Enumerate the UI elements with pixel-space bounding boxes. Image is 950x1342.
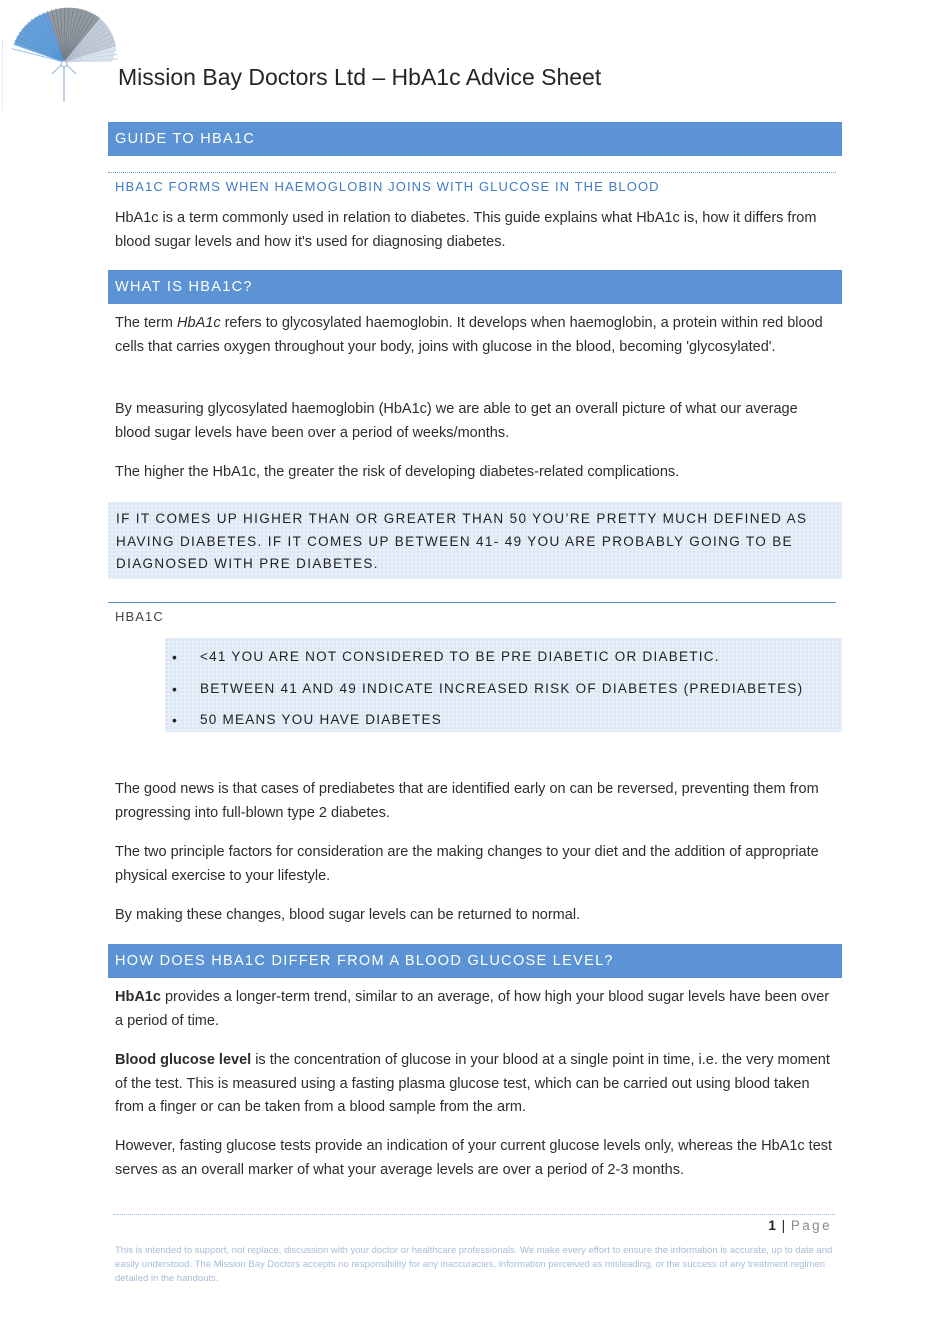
section-banner-differ: HOW DOES HBA1C DIFFER FROM A BLOOD GLUCOSE LEVEL? bbox=[108, 944, 842, 978]
differ-p1-term: HbA1c bbox=[115, 989, 161, 1005]
diagnosis-callout: IF IT COMES UP HIGHER THAN OR GREATER THAN 50 YOU’RE PRETTY MUCH DEFINED AS HAVING DIABETES. IF IT COMES UP BETWEEN 41- 49 YOU ARE PROBABLY GOING TO BE DIAGNOSED WITH PRE DIABETES. bbox=[108, 502, 842, 579]
differ-paragraph-1 bbox=[115, 986, 833, 1033]
page-number bbox=[768, 1218, 832, 1233]
section-rule bbox=[108, 602, 836, 603]
fan-logo-icon bbox=[4, 4, 124, 104]
bullet-icon: • bbox=[172, 649, 179, 665]
good-news-paragraph-3: By making these changes, blood sugar levels can be returned to normal. bbox=[115, 907, 581, 923]
list-item bbox=[165, 643, 842, 675]
dotted-divider bbox=[108, 172, 836, 173]
hba1c-ranges-list bbox=[165, 638, 842, 732]
what-is-paragraph-1 bbox=[115, 312, 833, 359]
range-below-41: <41 YOU ARE NOT CONSIDERED TO BE PRE DIABETIC OR DIABETIC. bbox=[200, 649, 720, 664]
bullet-icon: • bbox=[172, 712, 179, 728]
what-is-p1-lead: The term bbox=[115, 315, 178, 331]
differ-p2-rest: is the concentration of glucose in your blood at a single point in time, i.e. the very moment of the test. This is measured using a fasting plasma glucose test, which can be carried out using blood taken from a finger or can be taken from a blood sample from the arm. bbox=[115, 1052, 830, 1115]
guide-subheading: HBA1C FORMS WHEN HAEMOGLOBIN JOINS WITH GLUCOSE IN THE BLOOD bbox=[115, 179, 660, 194]
list-item bbox=[165, 706, 842, 738]
differ-p1-rest: provides a longer-term trend, similar to an average, of how high your blood sugar levels have been over a period of time. bbox=[115, 989, 830, 1029]
page-number-separator: | bbox=[776, 1218, 791, 1233]
footer-divider bbox=[113, 1214, 835, 1215]
differ-paragraph-2 bbox=[115, 1049, 833, 1120]
section-banner-guide: GUIDE TO HBA1C bbox=[108, 122, 842, 156]
range-41-49: BETWEEN 41 AND 49 INDICATE INCREASED RISK OF DIABETES (PREDIABETES) bbox=[200, 680, 804, 696]
range-50: 50 MEANS YOU HAVE DIABETES bbox=[200, 712, 443, 727]
what-is-p1-rest: refers to glycosylated haemoglobin. It develops when haemoglobin, a protein within red blood cells that carries oxygen throughout your body, joins with glucose in the blood, becoming 'glycosylated'. bbox=[115, 315, 823, 355]
page-label: Page bbox=[790, 1218, 832, 1233]
good-news-paragraph-1: The good news is that cases of prediabetes that are identified early on can be reversed, preventing them from progressing into full-blown type 2 diabetes. bbox=[115, 781, 819, 821]
guide-intro-paragraph: HbA1c is a term commonly used in relation to diabetes. This guide explains what HbA1c is, how it differs from blood sugar levels and how it's used for diagnosing diabetes. bbox=[115, 210, 817, 250]
hba1c-list-heading: HBA1C bbox=[115, 609, 164, 624]
differ-paragraph-3: However, fasting glucose tests provide an indication of your current glucose levels only, whereas the HbA1c test serves as an overall marker of what your average levels are over a period of 2-3 months. bbox=[115, 1138, 833, 1178]
section-banner-what-is: WHAT IS HBA1C? bbox=[108, 270, 842, 304]
good-news-paragraph-2: The two principle factors for consideration are the making changes to your diet and the addition of appropriate physical exercise to your lifestyle. bbox=[115, 844, 819, 884]
page-number-value: 1 bbox=[768, 1218, 777, 1233]
fan-pivot bbox=[61, 61, 67, 67]
list-item bbox=[165, 675, 842, 707]
bullet-icon: • bbox=[172, 680, 179, 697]
what-is-paragraph-2: By measuring glycosylated haemoglobin (HbA1c) we are able to get an overall picture of what our average blood sugar levels have been over a period of weeks/months. bbox=[115, 401, 798, 441]
differ-p2-term: Blood glucose level bbox=[115, 1052, 252, 1068]
what-is-p1-term: HbA1c bbox=[177, 315, 221, 331]
what-is-paragraph-3: The higher the HbA1c, the greater the risk of developing diabetes-related complications. bbox=[115, 464, 680, 480]
footer-disclaimer: This is intended to support, not replace, discussion with your doctor or healthcare professionals. We make every effort to ensure the information is accurate, up to date and easily understood. The Mission Bay Doctors accepts no responsibility for any inaccuracies, information perceived as misleading, or the success of any treatment regimen detailed in the handouts. bbox=[115, 1245, 833, 1284]
page-title: Mission Bay Doctors Ltd – HbA1c Advice Sheet bbox=[118, 64, 602, 90]
